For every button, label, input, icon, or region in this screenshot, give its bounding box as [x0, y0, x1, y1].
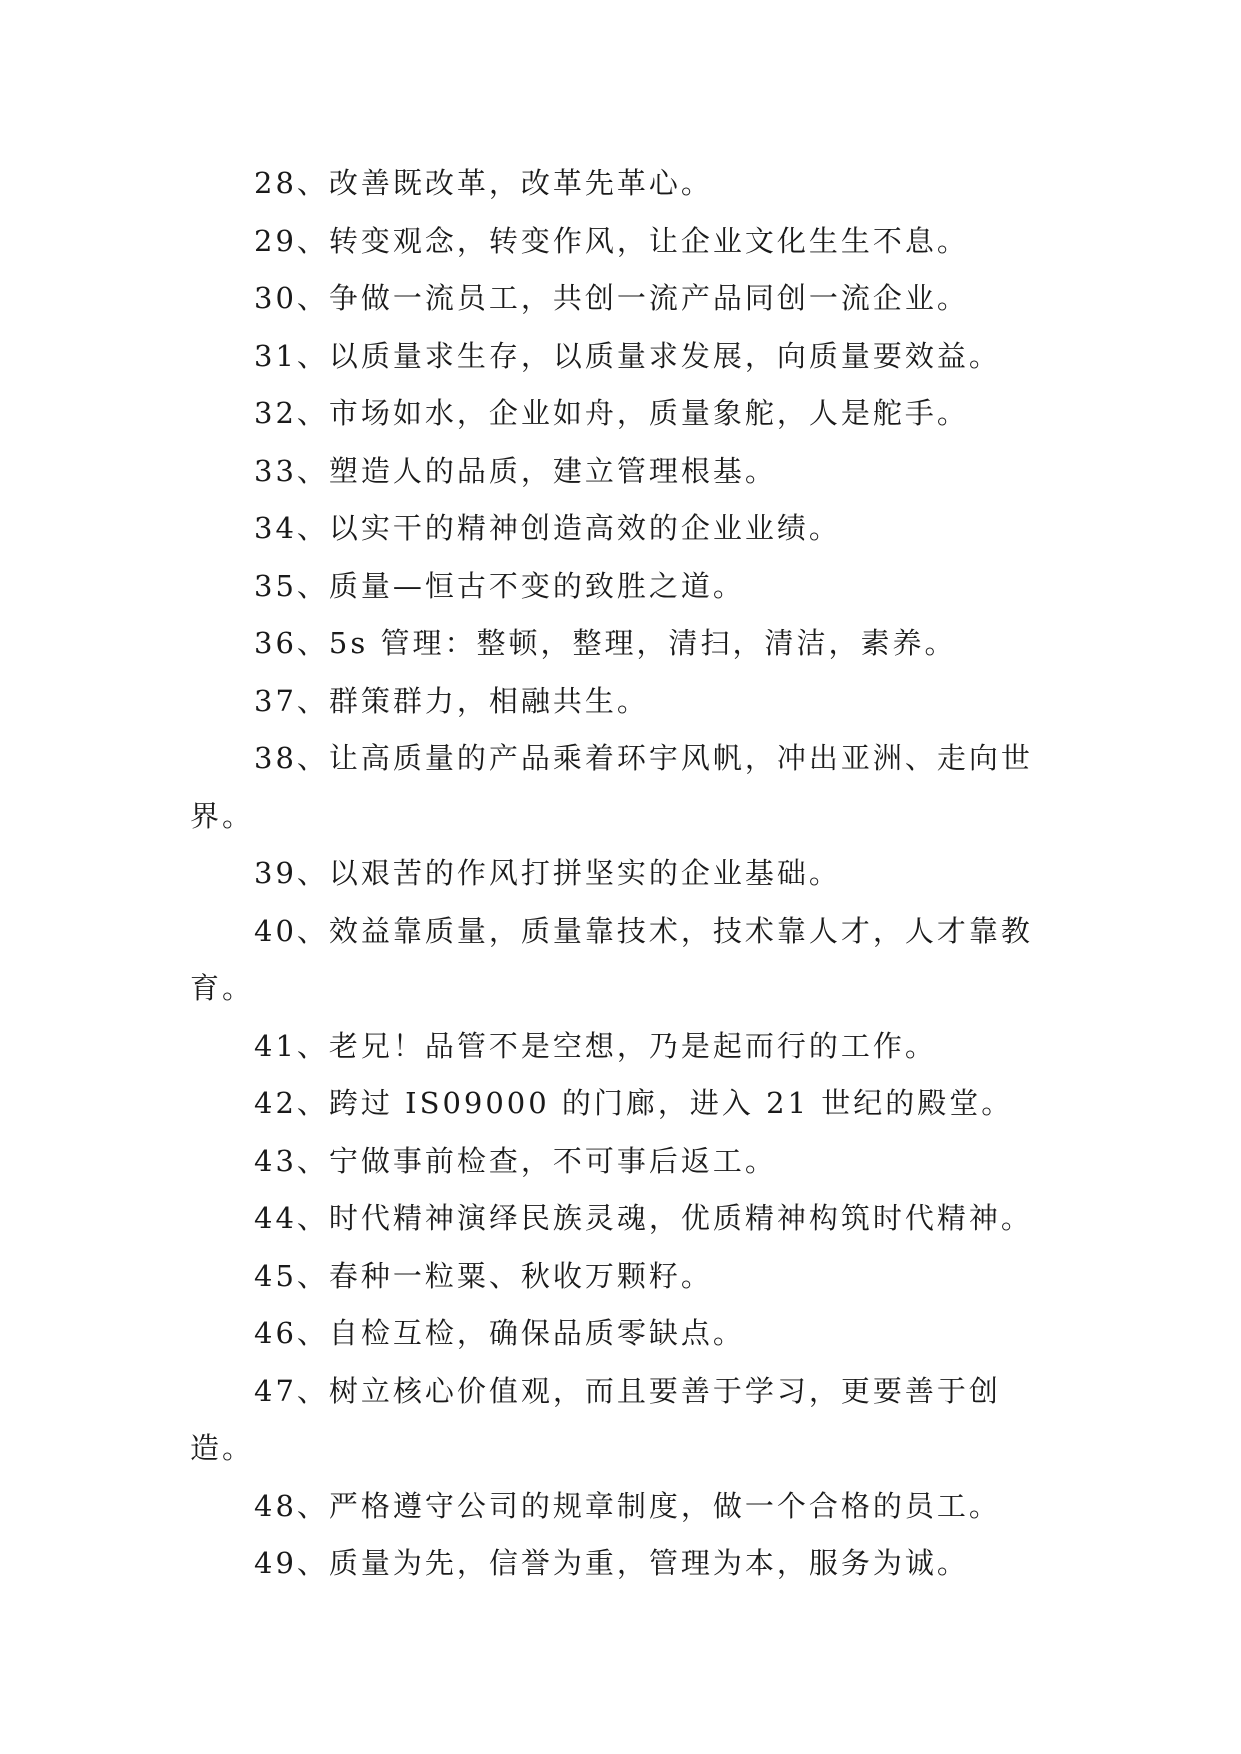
paragraph-42: 42、跨过 IS09000 的门廊，进入 21 世纪的殿堂。 [254, 1086, 1014, 1120]
paragraph-38: 38、让高质量的产品乘着环宇风帆，冲出亚洲、走向世界。 [190, 741, 1033, 833]
paragraph-35: 35、质量—恒古不变的致胜之道。 [254, 568, 745, 603]
paragraph-40: 40、效益靠质量，质量靠技术，技术靠人才，人才靠教育。 [190, 913, 1033, 1005]
paragraph-41: 41、老兄！品管不是空想，乃是起而行的工作。 [254, 1028, 937, 1063]
paragraph-49: 49、质量为先，信誉为重，管理为本，服务为诚。 [254, 1546, 969, 1580]
paragraph-45: 45、春种一粒粟、秋收万颗籽。 [254, 1258, 713, 1293]
paragraph-29: 29、转变观念，转变作风，让企业文化生生不息。 [254, 223, 969, 258]
paragraph-30: 30、争做一流员工，共创一流产品同创一流企业。 [254, 281, 969, 315]
paragraph-44: 44、时代精神演绎民族灵魂，优质精神构筑时代精神。 [254, 1201, 1033, 1235]
document-body [190, 155, 1050, 1593]
paragraph-37: 37、群策群力，相融共生。 [254, 683, 649, 718]
paragraph-47: 47、树立核心价值观，而且要善于学习，更要善于创造。 [190, 1373, 1001, 1465]
paragraph-32: 32、市场如水，企业如舟，质量象舵，人是舵手。 [254, 396, 969, 430]
paragraph-48: 48、严格遵守公司的规章制度，做一个合格的员工。 [254, 1488, 1001, 1523]
paragraph-28: 28、改善既改革，改革先革心。 [254, 166, 713, 200]
paragraph-39: 39、以艰苦的作风打拼坚实的企业基础。 [254, 856, 841, 890]
paragraph-46: 46、自检互检，确保品质零缺点。 [254, 1316, 745, 1350]
paragraph-33: 33、塑造人的品质，建立管理根基。 [254, 453, 777, 488]
paragraph-31: 31、以质量求生存，以质量求发展，向质量要效益。 [254, 338, 1001, 373]
paragraph-34: 34、以实干的精神创造高效的企业业绩。 [254, 511, 841, 545]
paragraph-36: 36、5s 管理：整顿，整理，清扫，清洁，素养。 [254, 626, 957, 660]
paragraph-43: 43、宁做事前检查，不可事后返工。 [254, 1143, 777, 1178]
